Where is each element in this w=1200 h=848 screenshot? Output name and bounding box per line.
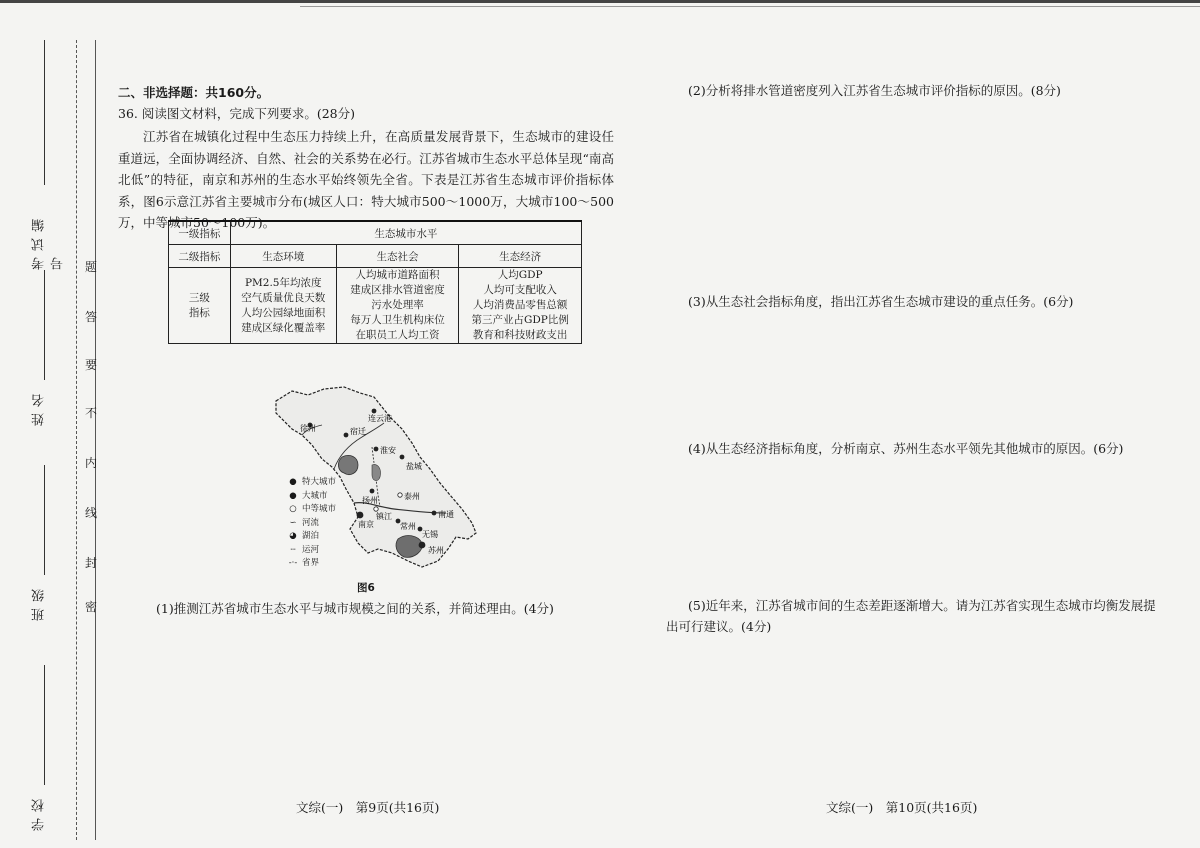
level1-label: 一级指标 xyxy=(169,221,231,245)
seal-char: 密 xyxy=(84,600,97,614)
level1-value: 生态城市水平 xyxy=(230,221,581,245)
name-line xyxy=(44,270,45,380)
level3-label xyxy=(169,268,231,344)
exam-number-label: 考试编号 xyxy=(32,213,66,270)
level2-eco-economy: 生态经济 xyxy=(459,245,582,268)
city-label: 南通 xyxy=(438,510,454,519)
indicator-item: 在职员工人均工资 xyxy=(355,329,440,341)
city-label: 徐州 xyxy=(300,424,316,433)
megacity-icon: ● xyxy=(289,477,297,487)
section-title: 二、非选择题：共160分。 xyxy=(118,85,270,100)
school-line xyxy=(44,665,45,785)
indicator-item: 每万人卫生机构床位 xyxy=(350,314,445,326)
legend-item xyxy=(284,530,336,544)
legend-item xyxy=(284,503,336,517)
level3-eco-environment xyxy=(230,268,336,344)
medium-city-icon: ○ xyxy=(289,504,297,514)
legend-item xyxy=(284,517,336,531)
legend-item xyxy=(284,490,336,504)
city-label: 无锡 xyxy=(422,530,438,539)
seal-char: 题 xyxy=(84,260,97,274)
legend-label: 运河 xyxy=(302,544,320,555)
city-label: 南京 xyxy=(358,520,374,529)
indicator-item: 人均城市道路面积 xyxy=(355,269,440,281)
seal-char: 答 xyxy=(84,310,97,324)
material-paragraph: 江苏省在城镇化过程中生态压力持续上升，在高质量发展背景下，生态城市的建设任重道远，全面协调经济、自然、社会的关系势在必行。江苏省城市生态水平总体呈现“南高北低”的特征，南京和苏州的生态水平始终领先全省。下表是江苏省生态城市评价指标体系，图6示意江苏省主要城市分布(城区人口：特大城市500～1000万，大城市100～500万，中等城市50～100万)。 xyxy=(118,129,614,230)
city-dot xyxy=(419,542,426,549)
city-label: 常州 xyxy=(400,522,416,531)
level3-eco-economy xyxy=(459,268,582,344)
question-4: (4)从生态经济指标角度，分析南京、苏州生态水平领先其他城市的原因。(6分) xyxy=(688,441,1124,456)
name-label: 姓名 xyxy=(32,388,47,426)
question-5-line1: (5)近年来，江苏省城市间的生态差距逐渐增大。请为江苏省实现生态城市均衡发展提 xyxy=(688,598,1156,613)
question-36-title: 36. 阅读图文材料，完成下列要求。(28分) xyxy=(118,106,356,121)
question-2: (2)分析将排水管道密度列入江苏省生态城市评价指标的原因。(8分) xyxy=(688,83,1061,98)
class-field xyxy=(30,465,60,665)
legend-label: 省界 xyxy=(302,558,320,568)
city-dot xyxy=(372,409,377,414)
river-icon: ∽ xyxy=(289,517,297,528)
indicator-item: 污水处理率 xyxy=(371,299,424,311)
city-label: 苏州 xyxy=(428,546,444,555)
level2-label: 二级指标 xyxy=(169,245,231,268)
legend-label: 特大城市 xyxy=(302,477,337,487)
city-dot xyxy=(398,493,402,497)
indicator-item: PM2.5年均浓度 xyxy=(244,276,322,289)
binding-margin xyxy=(0,0,100,848)
large-city-icon: ● xyxy=(289,490,297,501)
indicator-item: 人均消费品零售总额 xyxy=(472,299,568,311)
question-3: (3)从生态社会指标角度，指出江苏省生态城市建设的重点任务。(6分) xyxy=(688,294,1074,309)
indicator-item: 建成区排水管道密度 xyxy=(350,284,445,296)
city-dot xyxy=(374,447,379,452)
seal-char: 不 xyxy=(84,406,97,420)
indicator-item: 建成区绿化覆盖率 xyxy=(241,321,326,334)
page-footer-right: 文综(一) 第10页(共16页) xyxy=(826,800,978,815)
class-line xyxy=(44,465,45,575)
exam-number-line xyxy=(44,40,45,185)
legend-label: 河流 xyxy=(302,517,320,528)
map-legend xyxy=(284,476,336,571)
city-label: 镇江 xyxy=(376,512,392,521)
level3-eco-society xyxy=(336,268,459,344)
class-label: 班级 xyxy=(32,583,47,621)
level3-label-line1: 三级 xyxy=(188,291,210,304)
city-label: 淮安 xyxy=(380,446,396,455)
level2-eco-environment: 生态环境 xyxy=(230,245,336,268)
city-label: 宿迁 xyxy=(350,427,366,436)
solid-seal-line xyxy=(95,40,96,840)
legend-item xyxy=(284,544,336,558)
level2-eco-society: 生态社会 xyxy=(336,245,459,268)
legend-item xyxy=(284,476,336,490)
city-dot xyxy=(400,455,405,460)
city-dot xyxy=(370,489,375,494)
question-1: (1)推测江苏省城市生态水平与城市规模之间的关系，并简述理由。(4分) xyxy=(156,601,554,616)
city-label: 连云港 xyxy=(368,414,392,423)
legend-label: 大城市 xyxy=(302,490,328,501)
indicator-table xyxy=(168,220,582,344)
legend-item xyxy=(284,557,336,571)
lake xyxy=(338,455,358,474)
canal-icon: ┄ xyxy=(290,544,296,555)
city-dot xyxy=(374,507,378,511)
question-5-line2: 出可行建议。(4分) xyxy=(666,619,772,634)
seal-char: 要 xyxy=(84,358,97,372)
city-dot xyxy=(432,511,437,516)
seal-char: 内 xyxy=(84,456,97,470)
indicator-item: 教育和科技财政支出 xyxy=(472,329,568,341)
school-field xyxy=(30,665,60,845)
indicator-item: 第三产业占GDP比例 xyxy=(471,314,569,326)
top-border-thin xyxy=(300,6,1200,7)
level3-label-line2: 指标 xyxy=(188,306,210,319)
city-label: 盐城 xyxy=(406,462,422,471)
seal-char: 封 xyxy=(84,556,97,570)
school-label: 学校 xyxy=(32,793,47,831)
legend-label: 中等城市 xyxy=(302,504,337,514)
exam-number-field xyxy=(30,40,66,270)
legend-label: 湖泊 xyxy=(302,531,320,541)
city-dot xyxy=(357,512,364,519)
boundary-icon: -·- xyxy=(288,558,298,568)
page-footer-left: 文综(一) 第9页(共16页) xyxy=(296,800,440,815)
indicator-item: 人均GDP xyxy=(497,269,543,281)
name-field xyxy=(30,270,60,480)
indicator-item: 空气质量优良天数 xyxy=(241,291,326,304)
dashed-seal-line xyxy=(76,40,77,840)
city-label: 扬州 xyxy=(362,496,378,505)
lake-icon: ◕ xyxy=(289,531,297,541)
top-border xyxy=(0,0,1200,3)
figure-caption: 图6 xyxy=(357,582,375,594)
indicator-item: 人均可支配收入 xyxy=(483,284,557,296)
indicator-item: 人均公园绿地面积 xyxy=(241,306,326,319)
city-label: 泰州 xyxy=(404,492,420,501)
city-dot xyxy=(344,433,349,438)
seal-char: 线 xyxy=(84,506,97,520)
